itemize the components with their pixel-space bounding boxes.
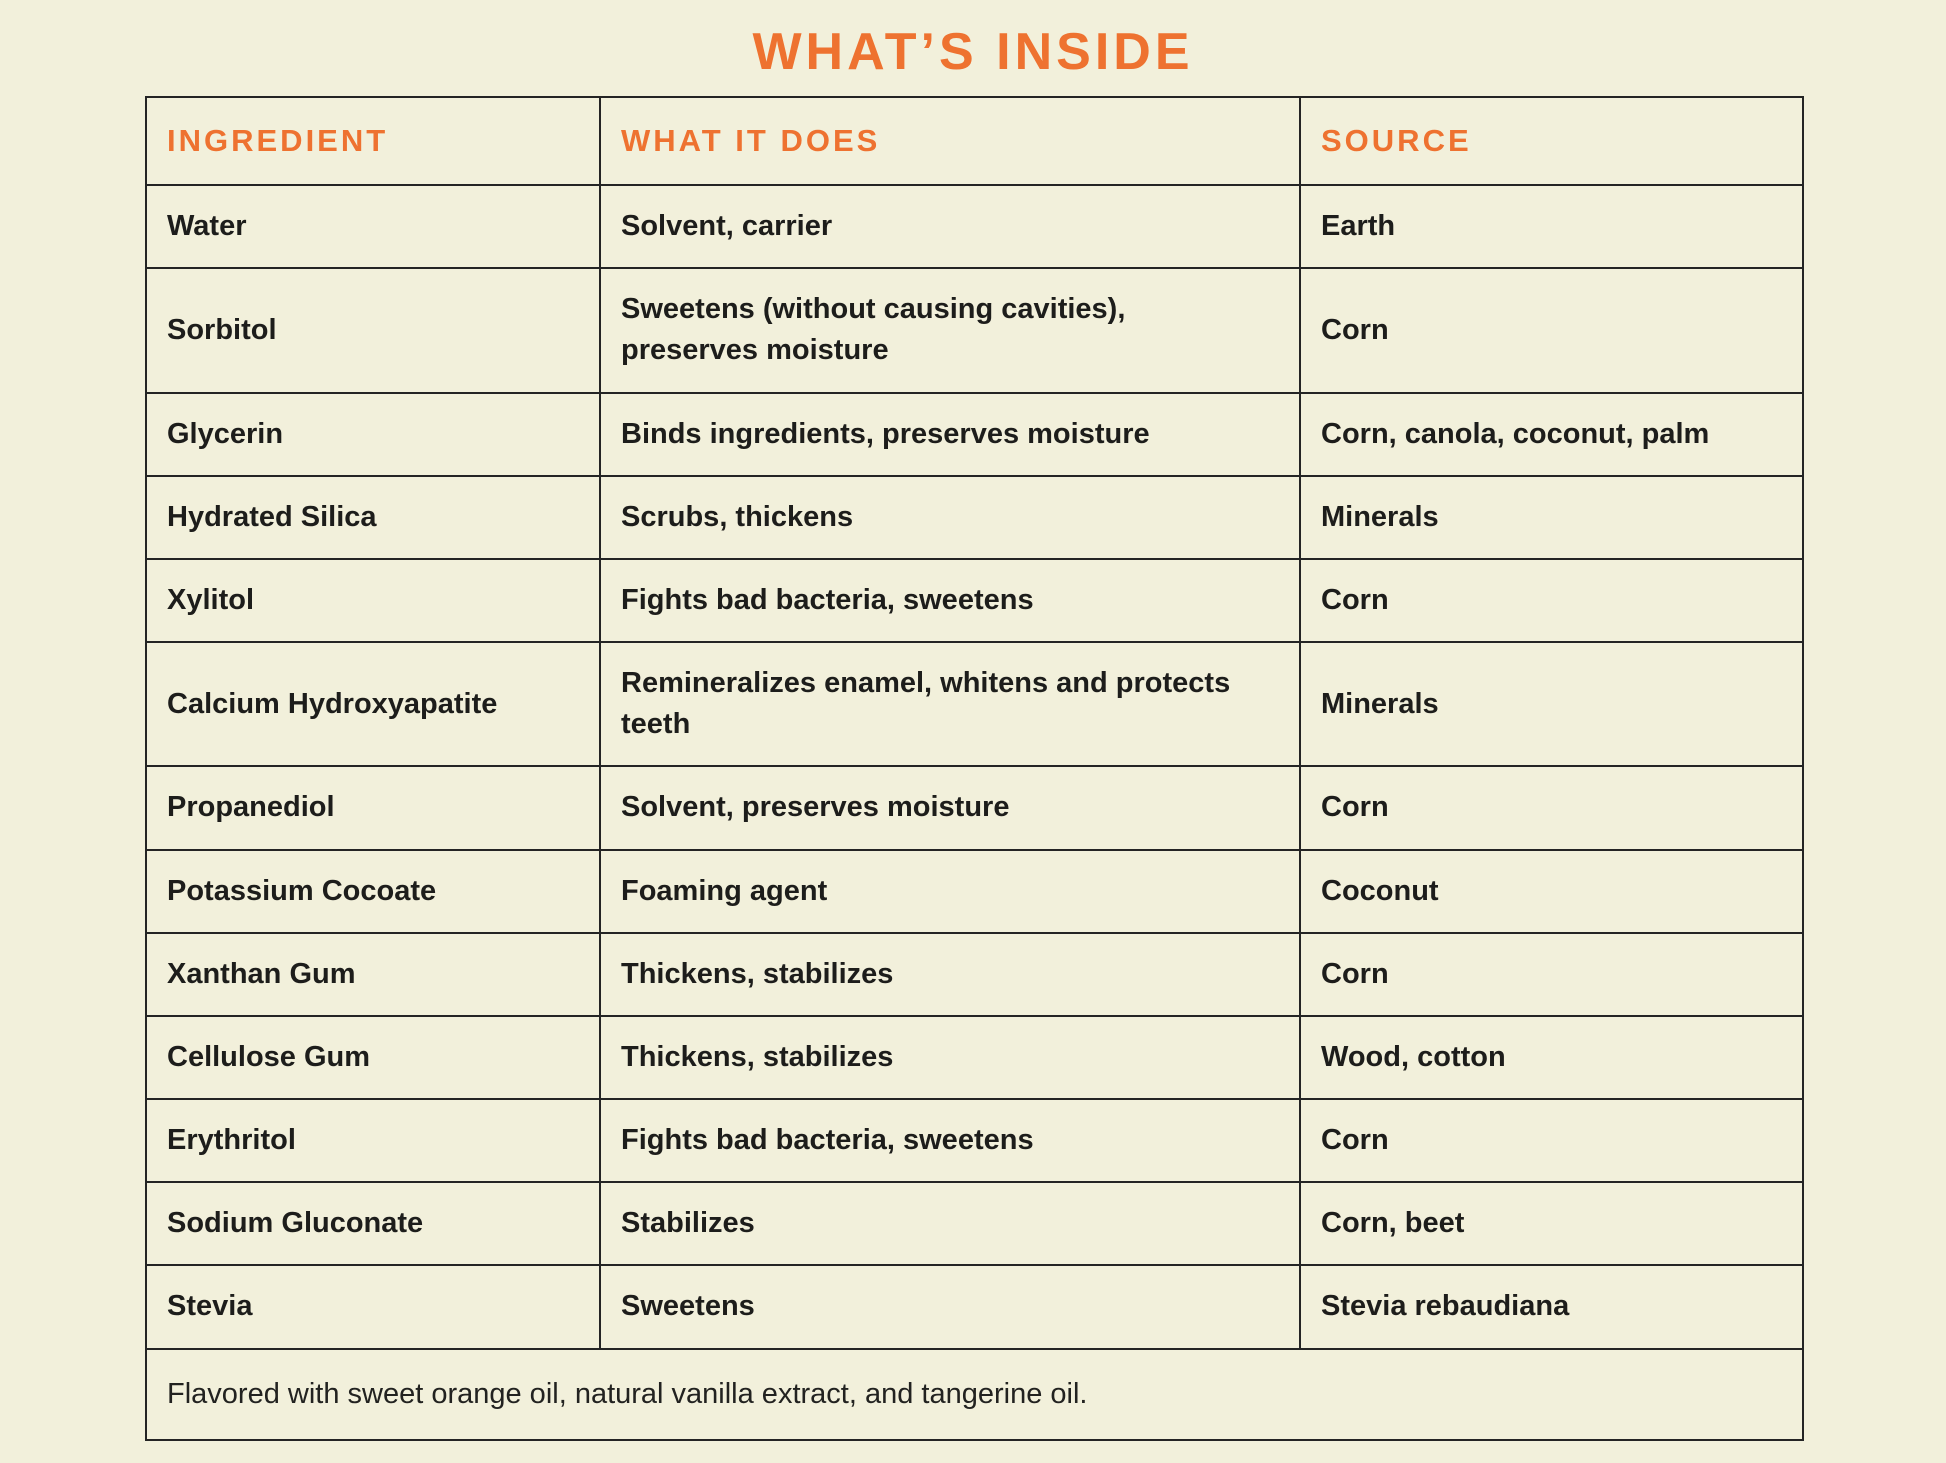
table-row (146, 933, 1803, 1016)
source-cell: Corn (1300, 766, 1803, 849)
table-row (146, 1016, 1803, 1099)
what-it-does-cell: Solvent, preserves moisture (600, 766, 1300, 849)
ingredient-cell: Water (146, 185, 600, 268)
ingredient-cell: Xylitol (146, 559, 600, 642)
ingredient-cell: Potassium Cocoate (146, 850, 600, 933)
what-it-does-cell: Sweetens (without causing cavities), preserves moisture (600, 268, 1300, 392)
page-title: WHAT’S INSIDE (752, 23, 1194, 81)
table-row (146, 1182, 1803, 1265)
ingredient-cell: Xanthan Gum (146, 933, 600, 1016)
source-cell: Stevia rebaudiana (1300, 1265, 1803, 1348)
source-cell: Minerals (1300, 642, 1803, 766)
column-header-what-it-does: WHAT IT DOES (600, 97, 1300, 185)
column-header-source: SOURCE (1300, 97, 1803, 185)
ingredient-cell: Sodium Gluconate (146, 1182, 600, 1265)
table-row (146, 1265, 1803, 1348)
ingredient-cell: Calcium Hydroxyapatite (146, 642, 600, 766)
source-cell: Corn (1300, 559, 1803, 642)
table-row (146, 268, 1803, 392)
table-row (146, 850, 1803, 933)
ingredient-cell: Hydrated Silica (146, 476, 600, 559)
table-row (146, 476, 1803, 559)
what-it-does-cell: Solvent, carrier (600, 185, 1300, 268)
source-cell: Corn (1300, 1099, 1803, 1182)
what-it-does-cell: Thickens, stabilizes (600, 933, 1300, 1016)
ingredients-table (145, 96, 1804, 1441)
what-it-does-cell: Foaming agent (600, 850, 1300, 933)
footer-note-row (146, 1349, 1803, 1440)
header-row (146, 97, 1803, 185)
source-cell: Coconut (1300, 850, 1803, 933)
footer-note: Flavored with sweet orange oil, natural vanilla extract, and tangerine oil. (146, 1349, 1803, 1440)
table-row (146, 642, 1803, 766)
source-cell: Corn (1300, 268, 1803, 392)
source-cell: Minerals (1300, 476, 1803, 559)
what-it-does-cell: Fights bad bacteria, sweetens (600, 1099, 1300, 1182)
source-cell: Corn, beet (1300, 1182, 1803, 1265)
ingredient-cell: Stevia (146, 1265, 600, 1348)
ingredient-cell: Sorbitol (146, 268, 600, 392)
source-cell: Corn (1300, 933, 1803, 1016)
table-row (146, 393, 1803, 476)
what-it-does-cell: Sweetens (600, 1265, 1300, 1348)
column-header-ingredient: INGREDIENT (146, 97, 600, 185)
ingredient-cell: Glycerin (146, 393, 600, 476)
ingredient-cell: Propanediol (146, 766, 600, 849)
source-cell: Wood, cotton (1300, 1016, 1803, 1099)
source-cell: Earth (1300, 185, 1803, 268)
what-it-does-cell: Binds ingredients, preserves moisture (600, 393, 1300, 476)
table-row (146, 766, 1803, 849)
ingredient-cell: Cellulose Gum (146, 1016, 600, 1099)
what-it-does-cell: Thickens, stabilizes (600, 1016, 1300, 1099)
what-it-does-cell: Remineralizes enamel, whitens and protects teeth (600, 642, 1300, 766)
table-row (146, 559, 1803, 642)
table-row (146, 1099, 1803, 1182)
what-it-does-cell: Scrubs, thickens (600, 476, 1300, 559)
what-it-does-cell: Stabilizes (600, 1182, 1300, 1265)
table-row (146, 185, 1803, 268)
ingredient-cell: Erythritol (146, 1099, 600, 1182)
what-it-does-cell: Fights bad bacteria, sweetens (600, 559, 1300, 642)
source-cell: Corn, canola, coconut, palm (1300, 393, 1803, 476)
